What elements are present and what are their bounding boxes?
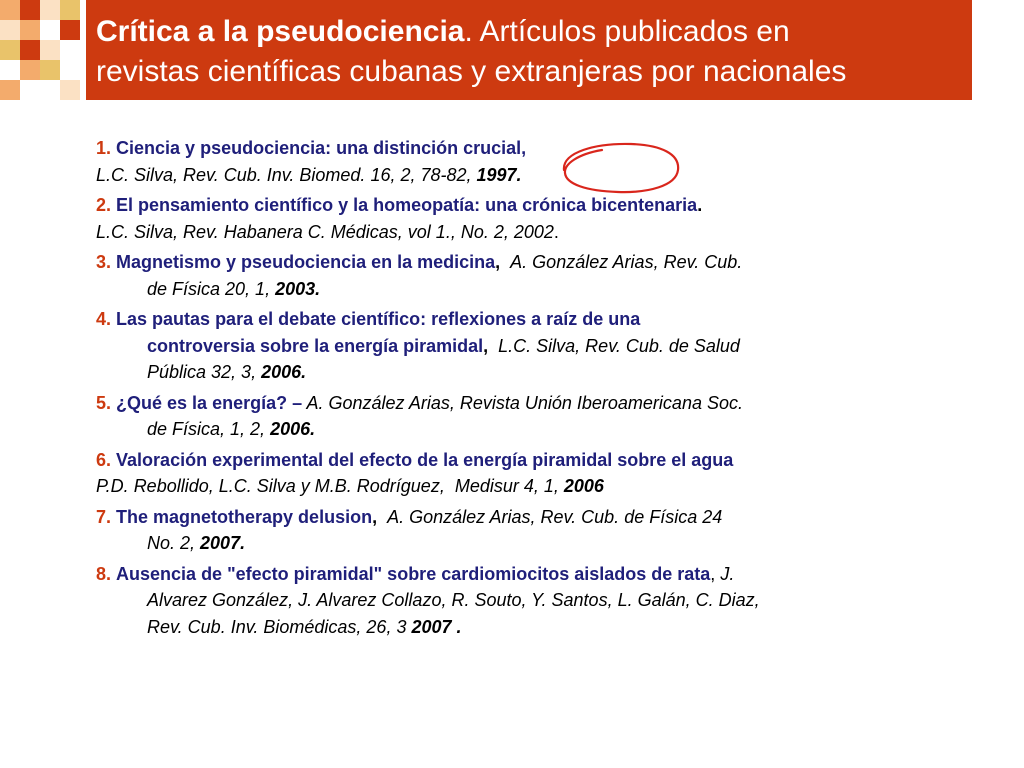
reference-number: 8. [96,563,112,584]
slide-title [96,12,966,92]
decor-square [60,80,80,100]
reference-separator: , [710,563,721,584]
reference-citation: L.C. Silva, Rev. Cub. Inv. Biomed. 16, 2, 78-82, [96,164,477,185]
title-line2: revistas científicas cubanas y extranjeras por nacionales [96,55,847,88]
reference-item [96,390,976,443]
reference-item [96,306,976,386]
reference-year: 2006. [270,419,316,439]
reference-separator: , [372,506,388,527]
reference-item [96,447,976,500]
reference-title: The magnetotherapy delusion [116,506,373,527]
reference-number: 5. [96,392,112,413]
decor-square [40,0,60,20]
reference-item [96,504,976,557]
reference-number: 1. [96,138,112,158]
reference-title: Las pautas para el debate científico: reflexiones a raíz de una [116,309,641,329]
reference-title: ¿Qué es la energía? – [116,392,303,413]
reference-citation: J. [720,563,735,584]
reference-year: 2006. [261,362,307,382]
reference-item [96,561,976,641]
reference-title: Valoración experimental del efecto de la energía piramidal sobre el agua [116,449,734,470]
reference-year: 2007 . [411,616,462,637]
decor-square [20,40,40,60]
reference-citation: A. González Arias, Rev. Cub. de Física 24 [387,506,723,527]
reference-citation: L.C. Silva, Rev. Habanera C. Médicas, vol 1., No. 2, 2002 [96,221,554,242]
reference-citation: Rev. Cub. Inv. Biomédicas, 26, 3 [147,616,412,637]
reference-item [96,192,976,245]
decor-square [20,60,40,80]
reference-year: 2007. [200,533,246,553]
reference-citation: No. 2, [147,533,201,553]
reference-title: controversia sobre la energía piramidal [147,335,484,356]
decor-square [60,20,80,40]
reference-number: 3. [96,252,112,272]
reference-item [96,135,976,188]
reference-citation: A. González Arias, Revista Unión Iberoamericana Soc. [302,392,743,413]
decor-square [20,20,40,40]
highlight-circle-annotation [556,140,686,196]
reference-list [96,135,976,644]
decor-square [0,80,20,100]
reference-separator: , [483,335,499,356]
reference-title-end: . [697,195,703,215]
decor-square [40,40,60,60]
decor-square [40,60,60,80]
reference-citation: P.D. Rebollido, L.C. Silva y M.B. Rodríguez, Medisur 4, 1, [96,476,564,496]
decor-square [0,40,20,60]
reference-citation: L.C. Silva, Rev. Cub. de Salud [498,335,740,356]
reference-citation: A. González Arias, Rev. Cub. [510,252,743,272]
reference-title: Ausencia de "efecto piramidal" sobre cardiomiocitos aislados de rata [116,563,711,584]
reference-citation: de Física, 1, 2, [147,419,271,439]
reference-number: 7. [96,506,112,527]
title-bold: Crítica a la pseudociencia [96,15,465,48]
reference-number: 4. [96,309,112,329]
reference-citation: de Física 20, 1, [147,278,276,299]
reference-separator: , [495,252,511,272]
decor-square [0,0,20,20]
reference-citation: Pública 32, 3, [147,362,262,382]
decor-square [20,0,40,20]
decor-square [0,20,20,40]
reference-title: Magnetismo y pseudociencia en la medicina [116,252,496,272]
reference-number: 2. [96,195,112,215]
reference-number: 6. [96,449,112,470]
decor-square [60,0,80,20]
reference-year: 2006 [563,476,604,496]
reference-year: 2003. [275,278,321,299]
reference-item [96,249,976,302]
reference-title: Ciencia y pseudociencia: una distinción crucial, [116,138,527,158]
reference-citation: Alvarez González, J. Alvarez Collazo, R. Souto, Y. Santos, L. Galán, C. Diaz, [147,590,760,610]
title-rest: . Artículos publicados en [464,15,790,48]
reference-title: El pensamiento científico y la homeopatía: una crónica bicentenaria [116,195,698,215]
reference-citation-end: . [553,221,559,242]
reference-year: 1997. [476,164,522,185]
